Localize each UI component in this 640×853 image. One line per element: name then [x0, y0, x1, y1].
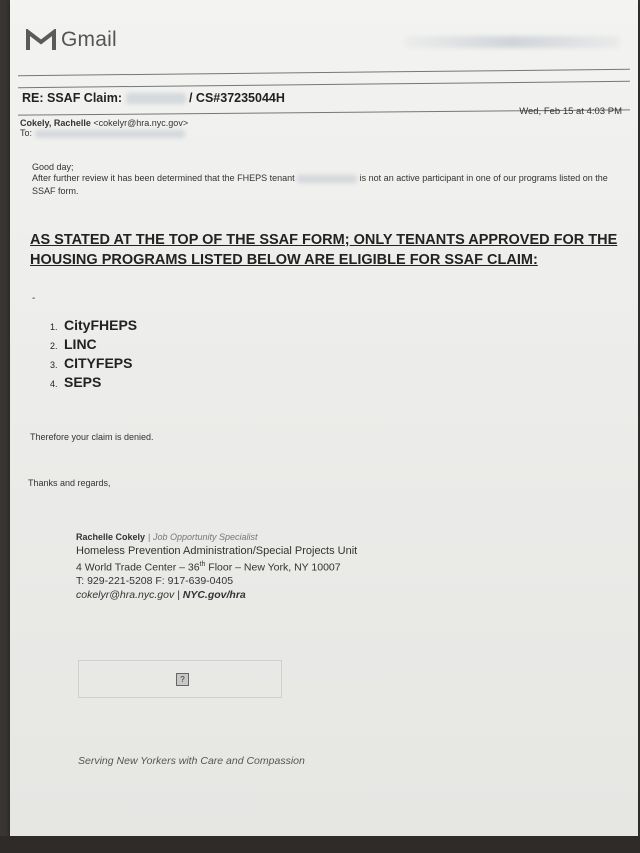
sender-name: Cokely, Rachelle: [20, 118, 91, 128]
broken-image-placeholder: [78, 660, 282, 698]
list-number: 4.: [50, 379, 58, 389]
body-paragraph: [32, 172, 632, 198]
eligibility-notice: AS STATED AT THE TOP OF THE SSAF FORM; ONLY TENANTS APPROVED FOR THE HOUSING PROGRAMS LISTED BELOW ARE ELIGIBLE FOR SSAF CLAIM:: [30, 232, 618, 268]
greeting: Good day;: [32, 162, 74, 172]
sender-line: [20, 118, 188, 128]
closing: Thanks and regards,: [28, 478, 111, 488]
body-text-1: After further review it has been determined that the FHEPS tenant: [32, 173, 295, 183]
email-signature: [76, 531, 357, 602]
gmail-m-icon: [26, 29, 56, 51]
program-name: CityFHEPS: [64, 317, 138, 333]
program-name: SEPS: [64, 374, 102, 390]
address-part: 4 World Trade Center – 36: [76, 561, 200, 574]
signature-unit: Homeless Prevention Administration/Special Projects Unit: [76, 544, 358, 557]
signature-title: Job Opportunity Specialist: [152, 532, 258, 542]
email-date: Wed, Feb 15 at 4:03 PM: [519, 106, 622, 117]
program-name: CITYFEPS: [64, 355, 133, 371]
program-list: [50, 316, 137, 392]
subject-case-number: / CS#37235044H: [188, 91, 285, 105]
header-divider-secondary: [18, 81, 630, 88]
list-number: 3.: [50, 360, 58, 370]
list-item: [50, 316, 137, 335]
signature-website-link[interactable]: NYC.gov/hra: [182, 588, 246, 601]
recipient-line: [20, 128, 185, 138]
signature-address: [76, 558, 357, 575]
redacted-subject-name: [126, 93, 186, 104]
signature-divider: |: [174, 588, 183, 601]
address-part: Floor – New York, NY 10007: [205, 561, 341, 574]
printed-email-page: [10, 0, 638, 836]
signature-phone: T: 929-221-5208 F: 917-639-0405: [76, 575, 234, 587]
body-text-2: is not an active participant in one of our programs listed on the SSAF form.: [32, 173, 608, 196]
subject-prefix: RE: SSAF Claim:: [22, 91, 123, 105]
signature-contact: [76, 589, 357, 603]
signature-separator: |: [147, 532, 151, 542]
to-label: To:: [20, 128, 33, 138]
redacted-tenant-name: [297, 175, 357, 183]
header-divider: [18, 69, 630, 76]
address-superscript: th: [199, 561, 206, 568]
list-item: [50, 354, 137, 373]
table-surface: [0, 836, 640, 853]
dash: -: [32, 293, 36, 304]
signature-email-link[interactable]: cokelyr@hra.nyc.gov: [76, 588, 175, 601]
sender-email: <cokelyr@hra.nyc.gov>: [93, 118, 189, 128]
list-item: [50, 373, 137, 392]
signature-name: Rachelle Cokely: [76, 532, 146, 542]
program-name: LINC: [64, 336, 97, 352]
gmail-wordmark: Gmail: [61, 28, 117, 51]
denial-statement: Therefore your claim is denied.: [30, 432, 154, 442]
signature-tagline: Serving New Yorkers with Care and Compassion: [78, 755, 305, 767]
email-subject: [22, 91, 285, 105]
list-number: 1.: [50, 322, 58, 332]
list-number: 2.: [50, 341, 58, 351]
redacted-recipient: [35, 130, 185, 138]
redacted-account-email: [405, 36, 620, 48]
broken-image-icon: ?: [176, 673, 189, 686]
gmail-logo: [26, 28, 117, 52]
list-item: [50, 335, 137, 354]
